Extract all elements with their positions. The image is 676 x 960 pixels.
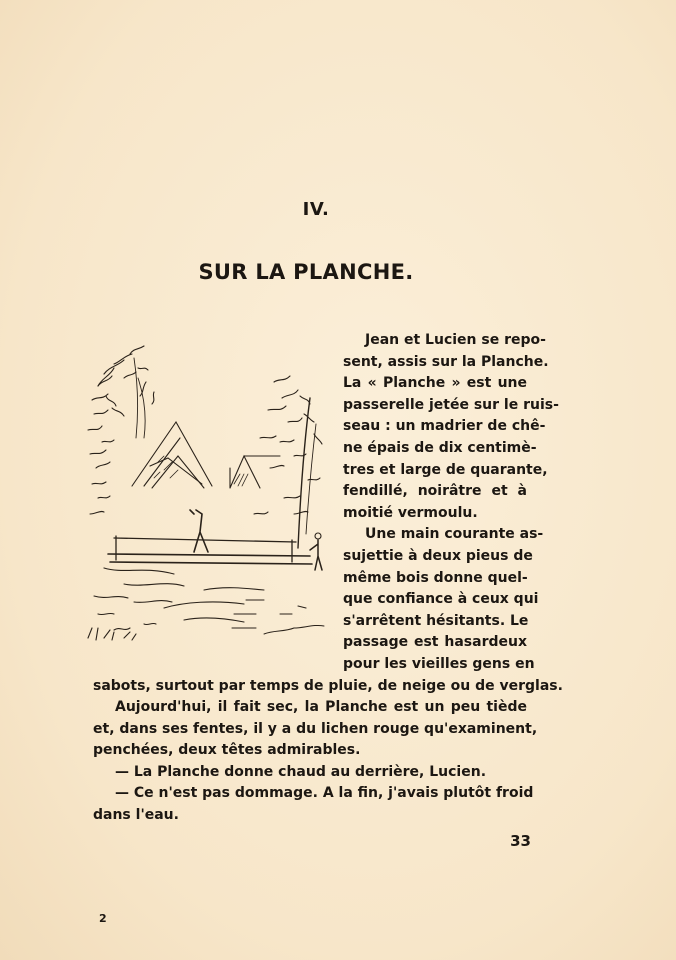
text-line: sent, assis sur la Planche. <box>343 353 549 370</box>
text-line: La « Planche » est une <box>343 375 527 392</box>
dialogue-line: — La Planche donne chaud au derrière, Lucien. <box>115 763 487 780</box>
text-line: moitié vermoulu. <box>343 504 478 521</box>
text-line: s'arrêtent hésitants. Le <box>343 612 529 629</box>
page-number: 33 <box>510 832 531 850</box>
signature-mark: 2 <box>99 912 107 925</box>
text-line: penchées, deux têtes admirables. <box>93 742 361 759</box>
chapter-number: IV. <box>302 199 330 220</box>
text-line: seau : un madrier de chê- <box>343 418 546 435</box>
dialogue-line: — Ce n'est pas dommage. A la fin, j'avais plutôt froid <box>115 785 534 802</box>
text-line: tres et large de quarante, <box>343 461 548 478</box>
body-text <box>93 330 563 827</box>
text-line: dans l'eau. <box>93 807 179 824</box>
text-line: que confiance à ceux qui <box>343 591 539 608</box>
text-line: sujettie à deux pieus de <box>343 547 533 564</box>
text-line: pour les vieilles gens en <box>343 655 535 672</box>
text-line: sabots, surtout par temps de pluie, de neige ou de verglas. <box>93 677 563 694</box>
text-line: ne épais de dix centimè- <box>343 439 537 456</box>
text-line: même bois donne quel- <box>343 569 528 586</box>
text-line: passerelle jetée sur le ruis- <box>343 396 559 413</box>
text-line: passage est hasardeux <box>343 634 527 651</box>
chapter-title: SUR LA PLANCHE. <box>198 260 414 284</box>
text-line: Aujourd'hui, il fait sec, la Planche est un peu tiède <box>115 699 527 716</box>
text-line: et, dans ses fentes, il y a du lichen rouge qu'examinent, <box>93 720 538 737</box>
text-line: Jean et Lucien se repo- <box>365 332 546 348</box>
text-line: fendillé, noirâtre et à <box>343 483 527 500</box>
text-line: Une main courante as- <box>365 526 544 543</box>
